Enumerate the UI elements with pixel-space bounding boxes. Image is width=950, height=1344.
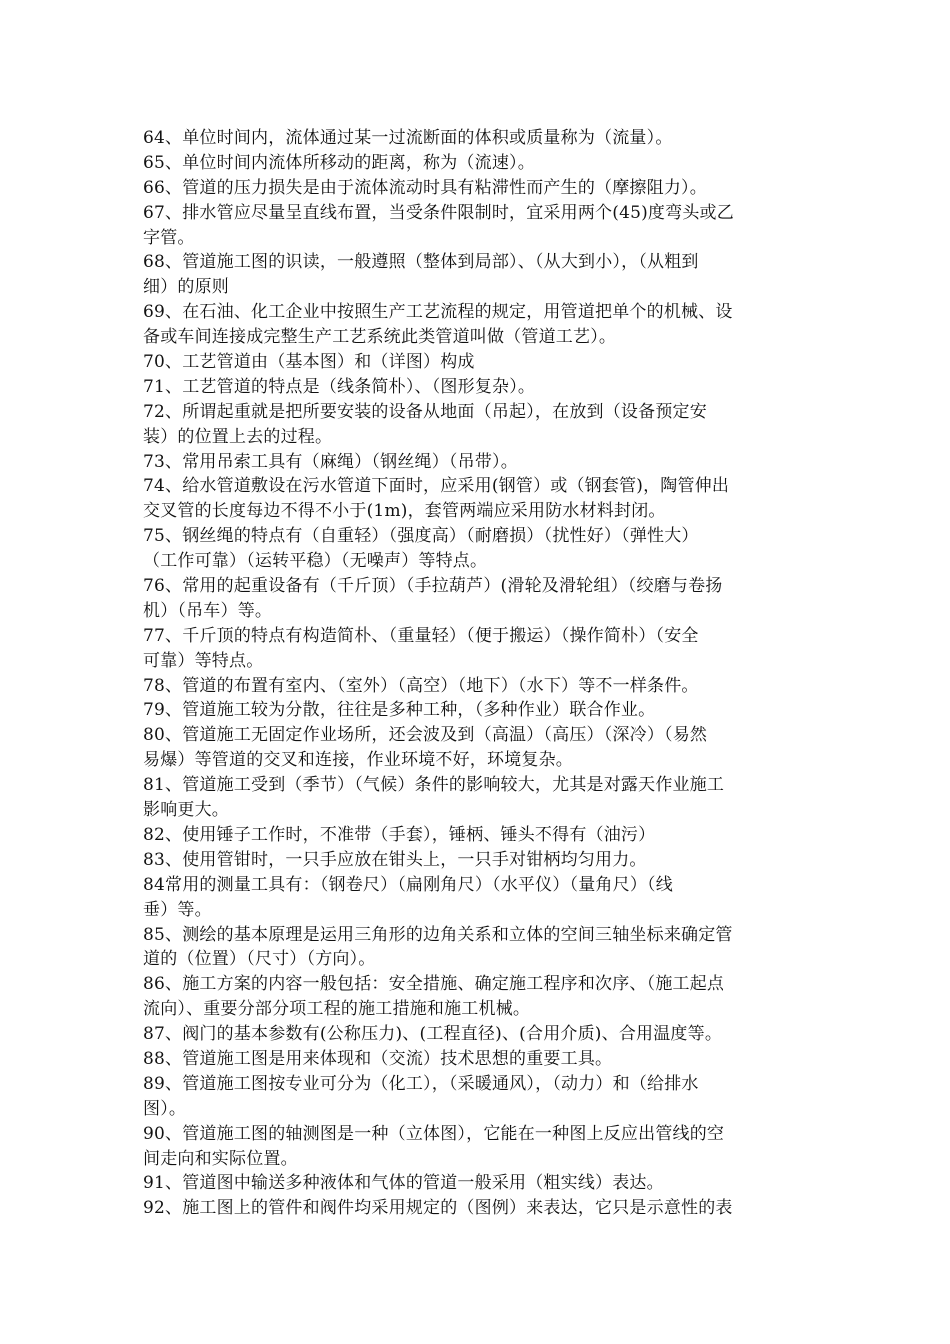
text-line: 装）的位置上去的过程。 [143, 426, 333, 447]
document-body [143, 126, 813, 1221]
text-line: 流向）、重要分部分项工程的施工措施和施工机械。 [143, 999, 531, 1020]
text-line: 66、管道的压力损失是由于流体流动时具有粘滞性而产生的（摩擦阻力）。 [143, 177, 707, 198]
text-line: 72、所谓起重就是把所要安装的设备从地面（吊起），在放到（设备预定安 [143, 401, 707, 422]
text-line: 65、单位时间内流体所移动的距离，称为（流速）。 [143, 152, 535, 173]
text-line: 垂）等。 [143, 899, 212, 920]
text-line: 交叉管的长度每边不得不小于(1m)，套管两端应采用防水材料封闭。 [143, 501, 666, 522]
text-line: 字管。 [143, 227, 195, 248]
text-line: （工作可靠）（运转平稳）（无噪声）等特点。 [143, 551, 488, 572]
text-line: 83、使用管钳时，一只手应放在钳头上，一只手对钳柄均匀用力。 [143, 849, 647, 870]
text-line: 86、施工方案的内容一般包括：安全措施、确定施工程序和次序、（施工起点 [143, 974, 725, 995]
text-line: 88、管道施工图是用来体现和（交流）技术思想的重要工具。 [143, 1048, 613, 1069]
text-line: 84常用的测量工具有：（钢卷尺）（扁刚角尺）（水平仪）（量角尺）（线 [143, 874, 673, 895]
text-line: 76、常用的起重设备有（千斤顶）（手拉葫芦）(滑轮及滑轮组）（绞磨与卷扬 [143, 576, 723, 597]
text-line: 91、管道图中输送多种液体和气体的管道一般采用（粗实线）表达。 [143, 1173, 664, 1194]
text-line: 备或车间连接成完整生产工艺系统此类管道叫做（管道工艺）。 [143, 327, 617, 348]
text-line: 87、阀门的基本参数有(公称压力)、(工程直径)、(合用介质)、合用温度等。 [143, 1024, 723, 1045]
text-line: 68、管道施工图的识读，一般遵照（整体到局部）、（从大到小），（从粗到 [143, 252, 699, 273]
text-line: 90、管道施工图的轴测图是一种（立体图），它能在一种图上反应出管线的空 [143, 1123, 725, 1144]
text-line: 73、常用吊索工具有（麻绳）（钢丝绳）（吊带）。 [143, 451, 518, 472]
text-line: 70、工艺管道由（基本图）和（详图）构成 [143, 352, 475, 373]
text-line: 92、施工图上的管件和阀件均采用规定的（图例）来表达，它只是示意性的表 [143, 1198, 733, 1219]
text-line: 69、在石油、化工企业中按照生产工艺流程的规定，用管道把单个的机械、设 [143, 302, 733, 323]
text-line: 可靠）等特点。 [143, 650, 264, 671]
text-line: 79、管道施工较为分散，往往是多种工种，（多种作业）联合作业。 [143, 700, 656, 721]
text-line: 细）的原则 [143, 277, 229, 298]
text-line: 89、管道施工图按专业可分为（化工），（采暖通风），（动力）和（给排水 [143, 1073, 699, 1094]
text-line: 道的（位置）（尺寸）（方向）。 [143, 949, 376, 970]
text-line: 80、管道施工无固定作业场所，还会波及到（高温）（高压）（深冷）（易然 [143, 725, 708, 746]
text-line: 77、千斤顶的特点有构造简朴、（重量轻）（便于搬运）（操作简朴）（安全 [143, 625, 699, 646]
text-line: 间走向和实际位置。 [143, 1148, 298, 1169]
text-line: 易爆）等管道的交叉和连接，作业环境不好，环境复杂。 [143, 750, 573, 771]
text-line: 图）。 [143, 1098, 187, 1119]
text-line: 机）（吊车）等。 [143, 600, 273, 621]
text-line: 影响更大。 [143, 800, 229, 821]
text-line: 82、使用锤子工作时，不准带（手套），锤柄、锤头不得有（油污） [143, 824, 656, 845]
text-line: 75、钢丝绳的特点有（自重轻）（强度高）（耐磨损）（扰性好）（弹性大） [143, 526, 699, 547]
text-line: 78、管道的布置有室内、（室外）（高空）（地下）（水下）等不一样条件。 [143, 675, 699, 696]
text-line: 71、工艺管道的特点是（线条简朴）、（图形复杂）。 [143, 376, 536, 397]
text-line: 74、给水管道敷设在污水管道下面时，应采用(钢管）或（钢套管)，陶管伸出 [143, 476, 730, 497]
text-line: 85、测绘的基本原理是运用三角形的边角关系和立体的空间三轴坐标来确定管 [143, 924, 733, 945]
text-line: 67、排水管应尽量呈直线布置，当受条件限制时，宜采用两个(45)度弯头或乙 [143, 202, 734, 223]
text-line: 64、单位时间内，流体通过某一过流断面的体积或质量称为（流量）。 [143, 128, 673, 148]
text-line: 81、管道施工受到（季节）（气候）条件的影响较大，尤其是对露天作业施工 [143, 775, 725, 796]
